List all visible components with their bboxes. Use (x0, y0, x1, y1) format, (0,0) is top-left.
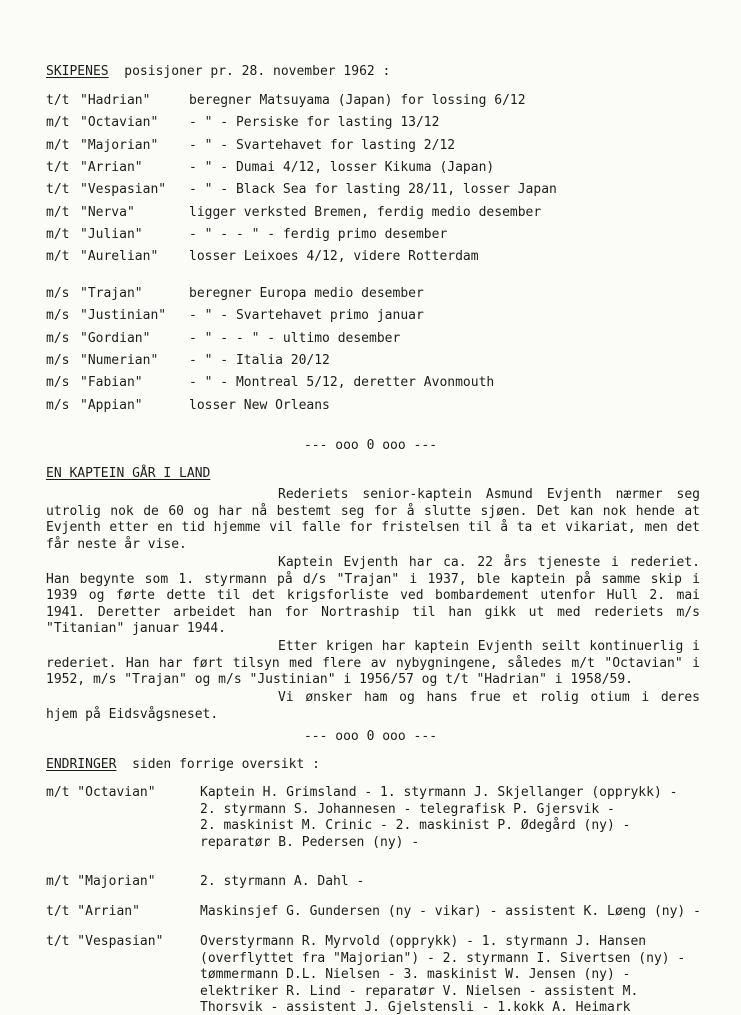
separator-1: --- ooo 0 ooo --- (303, 438, 438, 453)
ship-name: "Hadrian" (80, 93, 151, 108)
changes-ship-name: t/t "Arrian" (46, 904, 140, 919)
captain-paragraph-4: Vi ønsker ham og hans frue et rolig otium i deres hjem på Eidsvågsneset. (46, 690, 700, 722)
captain-paragraph-1: Rederiets senior-kaptein Asmund Evjenth nærmer seg utrolig nok de 60 og har nå bestemt seg for å slutte sjøen. Det kan nok hende at Evjenth etter en tid hjemme vil falle for fristelsen til å ta et vikariat, men det får neste år vise. (46, 487, 700, 552)
ship-name: "Nerva" (80, 204, 135, 220)
changes-heading (46, 757, 320, 772)
positions-heading-underlined: SKIPENES (46, 64, 109, 79)
ship-status: - " - Svartehavet for lasting 2/12 (189, 137, 456, 153)
ship-type: m/s (46, 330, 70, 346)
ship-name: "Julian" (80, 226, 143, 242)
ship-status: losser New Orleans (189, 397, 330, 413)
changes-crew-line: 2. styrmann S. Johannesen - telegrafisk P. Gjersvik - (200, 801, 615, 817)
ship-type: m/t (46, 249, 70, 265)
ship-name: "Aurelian" (80, 249, 159, 265)
ship-name: "Trajan" (80, 286, 143, 301)
changes-crew-line: reparatør B. Pedersen (ny) - (200, 834, 420, 850)
changes-crew-line: tømmermann D.L. Nielsen - 3. maskinist W. Jensen (ny) - (200, 967, 631, 982)
captain-paragraph-2: Kaptein Evjenth har ca. 22 års tjeneste i rederiet. Han begynte som 1. styrmann på d/s "Trajan" i 1937, ble kaptein på samme skip i 1939 og førte dette til det krigsforliste ved bombardement utenfor Hull 2. mai 1941. Deretter arbeidet han for Nortraship til han gikk ut med rederiets m/s "Titanian" januar 1944. (46, 555, 700, 636)
ship-type: m/s (46, 286, 70, 301)
changes-crew-line: Maskinsjef G. Gundersen (ny - vikar) - assistent K. Løeng (ny) - (200, 904, 701, 919)
ship-name: "Gordian" (80, 330, 151, 346)
changes-crew-line: elektriker R. Lind - reparatør V. Nielsen - assistent M. (200, 983, 639, 999)
ship-type: t/t (46, 93, 70, 108)
ship-type: m/t (46, 115, 70, 131)
ship-status: - " - Dumai 4/12, losser Kikuma (Japan) (189, 159, 495, 175)
ship-status: beregner Matsuyama (Japan) for lossing 6/12 (189, 93, 526, 108)
ship-name: "Octavian" (80, 115, 159, 131)
ship-type: m/t (46, 137, 70, 153)
ship-name: "Majorian" (80, 137, 159, 153)
captain-paragraph-3: Etter krigen har kaptein Evjenth seilt kontinuerlig i rederiet. Han har ført tilsyn med flere av nybygningene, således m/t "Octavian" i 1952, m/s "Trajan" og m/s "Justinian" i 1956/57 og t/t "Hadrian" i 1958/59. (46, 639, 700, 687)
ship-name: "Appian" (80, 397, 143, 413)
ship-status: - " - Svartehavet primo januar (189, 308, 424, 324)
ship-name: "Fabian" (80, 375, 143, 391)
changes-ship-name: m/t "Octavian" (46, 785, 156, 800)
ship-type: t/t (46, 182, 70, 198)
ship-status: - " - - " - ultimo desember (189, 330, 401, 346)
ship-name: "Vespasian" (80, 182, 167, 198)
changes-crew-line: Overstyrmann R. Myrvold (opprykk) - 1. styrmann J. Hansen (200, 934, 647, 949)
changes-crew-line: (overflyttet fra "Majorian") - 2. styrmann I. Sivertsen (ny) - (200, 950, 686, 966)
changes-crew-line: 2. maskinist M. Crinic - 2. maskinist P. Ødegård (ny) - (200, 818, 631, 833)
ship-type: m/s (46, 375, 70, 391)
changes-ship-name: m/t "Majorian" (46, 874, 156, 889)
changes-heading-rest: siden forrige oversikt : (132, 757, 320, 772)
ship-status: - " - Montreal 5/12, deretter Avonmouth (189, 375, 495, 391)
changes-ship-name: t/t "Vespasian" (46, 934, 164, 949)
ship-status: losser Leixoes 4/12, videre Rotterdam (189, 249, 479, 265)
ship-status: - " - Italia 20/12 (189, 352, 330, 368)
ship-type: m/s (46, 308, 70, 324)
ship-type: m/t (46, 226, 70, 242)
changes-crew-line: 2. styrmann A. Dahl - (200, 874, 365, 889)
ship-type: m/t (46, 204, 70, 220)
captain-heading: EN KAPTEIN GÅR I LAND (46, 466, 211, 481)
changes-heading-underlined: ENDRINGER (46, 757, 117, 772)
ship-status: beregner Europa medio desember (189, 286, 424, 301)
ship-status: - " - Black Sea for lasting 28/11, losser Japan (189, 182, 557, 198)
ship-name: "Justinian" (80, 308, 167, 324)
positions-heading-rest: posisjoner pr. 28. november 1962 : (124, 64, 391, 79)
changes-crew-line: Kaptein H. Grimsland - 1. styrmann J. Skjellanger (opprykk) - (200, 785, 678, 800)
changes-crew-line: Thorsvik - assistent J. Gjelstensli - 1.kokk A. Heimark (200, 1000, 631, 1015)
ship-status: ligger verksted Bremen, ferdig medio desember (189, 204, 542, 220)
ship-type: m/s (46, 397, 70, 413)
ship-name: "Arrian" (80, 159, 143, 175)
ship-name: "Numerian" (80, 352, 159, 368)
ship-type: m/s (46, 352, 70, 368)
ship-status: - " - - " - ferdig primo desember (189, 226, 448, 242)
ship-status: - " - Persiske for lasting 13/12 (189, 115, 440, 131)
separator-2: --- ooo 0 ooo --- (303, 729, 438, 744)
positions-heading (46, 64, 390, 79)
ship-type: t/t (46, 159, 70, 175)
